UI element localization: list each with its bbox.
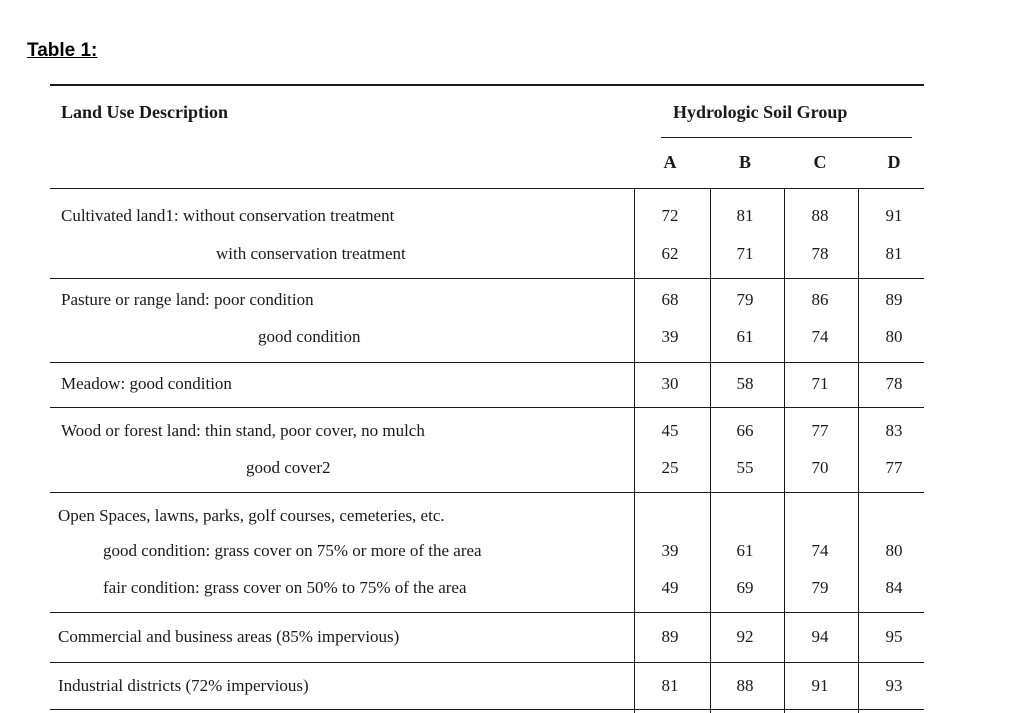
row-label: Open Spaces, lawns, parks, golf courses, cemeteries, etc. bbox=[58, 506, 445, 525]
header-hydrologic-soil-group: Hydrologic Soil Group bbox=[673, 102, 848, 122]
value-b: 79 bbox=[736, 290, 754, 309]
value-c: 86 bbox=[811, 290, 829, 309]
value-a: 49 bbox=[661, 578, 679, 597]
row-divider bbox=[50, 612, 924, 613]
value-d: 77 bbox=[885, 458, 903, 477]
value-d: 81 bbox=[885, 244, 903, 263]
header-col-a: A bbox=[663, 152, 677, 172]
value-d: 80 bbox=[885, 541, 903, 560]
column-separator bbox=[710, 189, 711, 713]
value-a: 39 bbox=[661, 327, 679, 346]
value-b: 61 bbox=[736, 541, 754, 560]
value-b: 88 bbox=[736, 676, 754, 695]
value-d: 83 bbox=[885, 421, 903, 440]
value-d: 84 bbox=[885, 578, 903, 597]
row-divider bbox=[50, 662, 924, 663]
row-label: Cultivated land1: without conservation treatment bbox=[61, 206, 395, 225]
value-a: 39 bbox=[661, 541, 679, 560]
row-label: good condition: grass cover on 75% or more of the area bbox=[103, 541, 482, 560]
row-label: good cover2 bbox=[246, 458, 331, 477]
row-label: with conservation treatment bbox=[216, 244, 406, 263]
value-d: 78 bbox=[885, 374, 903, 393]
row-divider bbox=[50, 407, 924, 408]
value-d: 93 bbox=[885, 676, 903, 695]
row-label: Meadow: good condition bbox=[61, 374, 232, 393]
row-label: Pasture or range land: poor condition bbox=[61, 290, 314, 309]
value-c: 79 bbox=[811, 578, 829, 597]
value-a: 25 bbox=[661, 458, 679, 477]
value-c: 74 bbox=[811, 327, 829, 346]
column-separator bbox=[858, 189, 859, 713]
value-a: 72 bbox=[661, 206, 679, 225]
header-bottom-rule bbox=[50, 188, 924, 189]
table-top-rule bbox=[50, 84, 924, 86]
value-a: 62 bbox=[661, 244, 679, 263]
row-label: Commercial and business areas (85% impervious) bbox=[58, 627, 400, 646]
group-underline bbox=[661, 137, 912, 138]
value-d: 89 bbox=[885, 290, 903, 309]
column-separator bbox=[634, 189, 635, 713]
header-col-b: B bbox=[738, 152, 751, 172]
value-b: 69 bbox=[736, 578, 754, 597]
column-separator bbox=[784, 189, 785, 713]
row-divider bbox=[50, 492, 924, 493]
value-b: 55 bbox=[736, 458, 754, 477]
value-a: 45 bbox=[661, 421, 679, 440]
value-b: 61 bbox=[736, 327, 754, 346]
value-b: 81 bbox=[736, 206, 754, 225]
value-d: 91 bbox=[885, 206, 903, 225]
row-divider bbox=[50, 362, 924, 363]
header-col-c: C bbox=[813, 152, 827, 172]
value-c: 71 bbox=[811, 374, 829, 393]
value-c: 70 bbox=[811, 458, 829, 477]
value-c: 91 bbox=[811, 676, 829, 695]
row-label: good condition bbox=[258, 327, 361, 346]
value-b: 92 bbox=[736, 627, 754, 646]
value-c: 78 bbox=[811, 244, 829, 263]
value-b: 66 bbox=[736, 421, 754, 440]
row-label: Industrial districts (72% impervious) bbox=[58, 676, 309, 695]
value-c: 94 bbox=[811, 627, 829, 646]
header-col-d: D bbox=[887, 152, 901, 172]
value-c: 88 bbox=[811, 206, 829, 225]
value-a: 81 bbox=[661, 676, 679, 695]
table-title: Table 1: bbox=[27, 40, 98, 61]
value-c: 77 bbox=[811, 421, 829, 440]
table-bottom-rule bbox=[50, 709, 924, 710]
value-a: 68 bbox=[661, 290, 679, 309]
row-label: fair condition: grass cover on 50% to 75% of the area bbox=[103, 578, 467, 597]
value-b: 71 bbox=[736, 244, 754, 263]
value-b: 58 bbox=[736, 374, 754, 393]
header-land-use: Land Use Description bbox=[61, 102, 229, 122]
row-label: Wood or forest land: thin stand, poor cover, no mulch bbox=[61, 421, 425, 440]
value-d: 80 bbox=[885, 327, 903, 346]
row-divider bbox=[50, 278, 924, 279]
value-a: 30 bbox=[661, 374, 679, 393]
value-c: 74 bbox=[811, 541, 829, 560]
value-a: 89 bbox=[661, 627, 679, 646]
value-d: 95 bbox=[885, 627, 903, 646]
